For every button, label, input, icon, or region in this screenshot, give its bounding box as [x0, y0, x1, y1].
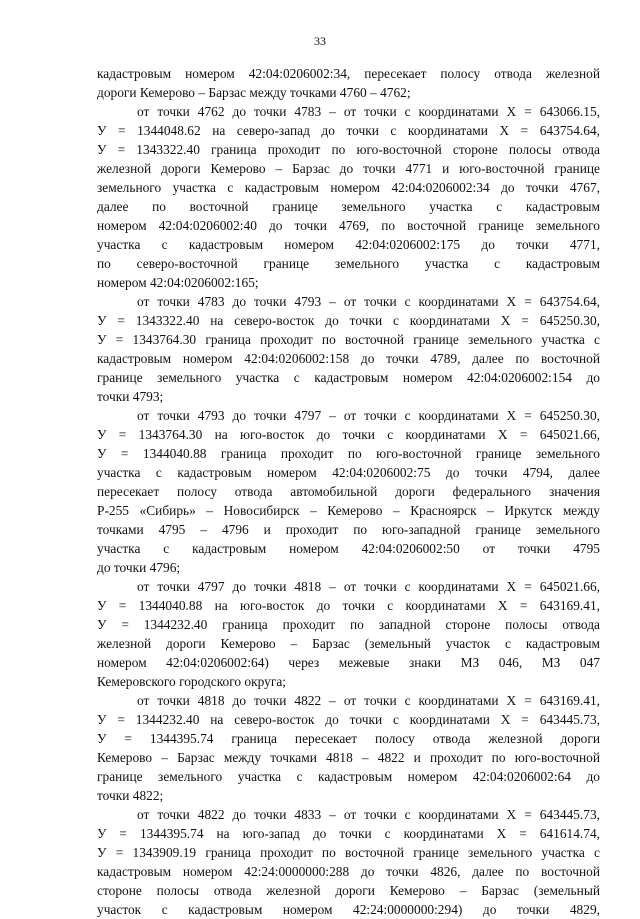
text-line: У = 1343322.40 на северо-восток до точки с координатами X = 645250.30, [97, 313, 600, 328]
page-number: 33 [314, 34, 326, 48]
text-line: У = 1344232.40 на северо-восток до точки с координатами X = 643445.73, [97, 712, 600, 727]
text-line: Кемеровского городского округа; [97, 674, 286, 689]
text-line: границе земельного участка с кадастровым номером 42:04:0206002:154 до [97, 370, 600, 385]
text-line: У = 1343764.30 граница проходит по восточной границе земельного участка с [97, 332, 600, 347]
text-line: У = 1343322.40 граница проходит по юго-восточной стороне полосы отвода [97, 142, 600, 157]
text-line: участка с кадастровым номером 42:04:0206002:75 до точки 4794, далее [97, 465, 600, 480]
text-line: У = 1344395.74 на юго-запад до точки с координатами X = 641614.74, [97, 826, 600, 841]
text-line: точки 4822; [97, 788, 164, 803]
text-line: точки 4793; [97, 389, 164, 404]
text-line: номером 42:04:0206002:165; [97, 275, 259, 290]
document-body-text [97, 64, 600, 919]
paragraph-first-line: от точки 4762 до точки 4783 – от точки с координатами X = 643066.15, [137, 104, 600, 119]
text-line: земельного участка с кадастровым номером 42:04:0206002:34 до точки 4767, [97, 180, 600, 195]
text-line: точками 4795 – 4796 и проходит по юго-западной границе земельного [97, 522, 600, 537]
text-line: по северо-восточной границе земельного участка с кадастровым [97, 256, 600, 271]
text-line: кадастровым номером 42:04:0206002:158 до точки 4789, далее по восточной [97, 351, 600, 366]
paragraph-first-line: от точки 4818 до точки 4822 – от точки с координатами X = 643169.41, [137, 693, 600, 708]
text-line: У = 1344040.88 граница проходит по юго-восточной границе земельного [97, 446, 600, 461]
text-line: номером 42:04:0206002:40 до точки 4769, по восточной границе земельного [97, 218, 600, 233]
text-line: стороне полосы отвода железной дороги Кемерово – Барзас (земельный [97, 883, 600, 898]
paragraph-first-line: от точки 4783 до точки 4793 – от точки с координатами X = 643754.64, [137, 294, 600, 309]
text-line: У = 1344040.88 на юго-восток до точки с координатами X = 643169.41, [97, 598, 600, 613]
text-line: У = 1344048.62 на северо-запад до точки с координатами X = 643754.64, [97, 123, 600, 138]
text-line: кадастровым номером 42:24:0000000:288 до точки 4826, далее по восточной [97, 864, 600, 879]
text-line: железной дороги Кемерово – Барзас (земельный участок с кадастровым [97, 636, 600, 651]
text-line: Кемерово – Барзас между точками 4818 – 4822 и проходит по юго-восточной [97, 750, 600, 765]
text-line: участка с кадастровым номером 42:04:0206002:175 до точки 4771, [97, 237, 600, 252]
paragraph-first-line: от точки 4793 до точки 4797 – от точки с координатами X = 645250.30, [137, 408, 600, 423]
text-line: У = 1344395.74 граница пересекает полосу отвода железной дороги [97, 731, 600, 746]
text-line: У = 1343909.19 граница проходит по восточной границе земельного участка с [97, 845, 600, 860]
text-line: кадастровым номером 42:04:0206002:34, пересекает полосу отвода железной [97, 66, 600, 81]
text-line: пересекает полосу отвода автомобильной дороги федерального значения [97, 484, 600, 499]
text-line: до точки 4796; [97, 560, 181, 575]
text-line: У = 1344232.40 граница проходит по западной стороне полосы отвода [97, 617, 600, 632]
text-line: границе земельного участка с кадастровым номером 42:04:0206002:64 до [97, 769, 600, 784]
text-line: далее по восточной границе земельного участка с кадастровым [97, 199, 600, 214]
text-line: номером 42:04:0206002:64) через межевые знаки МЗ 046, МЗ 047 [97, 655, 600, 670]
paragraph-first-line: от точки 4797 до точки 4818 – от точки с координатами X = 645021.66, [137, 579, 600, 594]
text-line: участок с кадастровым номером 42:24:0000000:294) до точки 4829, [97, 902, 600, 917]
text-line: участка с кадастровым номером 42:04:0206002:50 от точки 4795 [97, 541, 600, 556]
text-line: Р-255 «Сибирь» – Новосибирск – Кемерово – Красноярск – Иркутск между [97, 503, 600, 518]
text-line: дороги Кемерово – Барзас между точками 4760 – 4762; [97, 85, 411, 100]
paragraph-first-line: от точки 4822 до точки 4833 – от точки с координатами X = 643445.73, [137, 807, 600, 822]
text-line: У = 1343764.30 на юго-восток до точки с координатами X = 645021.66, [97, 427, 600, 442]
text-line: железной дороги Кемерово – Барзас до точки 4771 и юго-восточной границе [97, 161, 600, 176]
